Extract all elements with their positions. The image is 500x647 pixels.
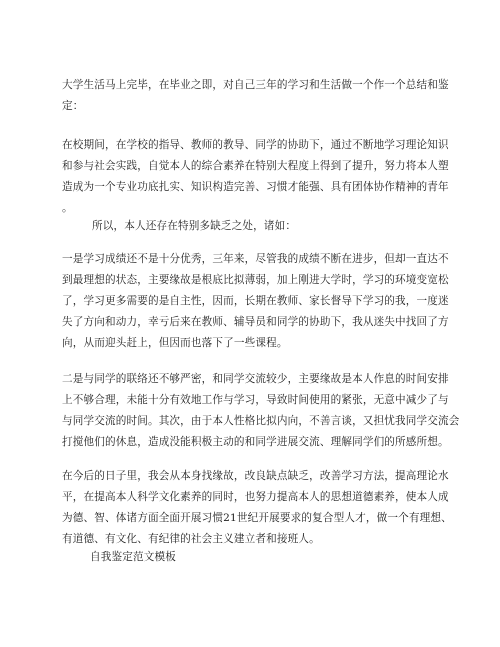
text-line: 与同学交流的时间。其次，由于本人性格比拟内向，不善言谈，又担忧我同学交流会 bbox=[62, 415, 460, 427]
text-line: 所以，本人还存在特别多缺乏之处，诸如： bbox=[92, 220, 297, 232]
text-line: 大学生活马上完毕，在毕业之即，对自己三年的学习和生活做一个作一个总结和鉴 bbox=[62, 79, 449, 91]
text-line: 和参与社会实践，自觉本人的综合素养在特别大程度上得到了提升，努力将本人塑 bbox=[62, 160, 449, 172]
text-line: 为德、智、体诸方面全面开展习惯21世纪开展要求的复合型人才，做一个有理想、 bbox=[62, 512, 452, 524]
text-line: 失了方向和动力，幸亏后来在教师、辅导员和同学的协助下，我从迷失中找回了方 bbox=[62, 316, 449, 328]
text-line: 向，从而迎头赶上，但因而也落下了一些课程。 bbox=[62, 337, 288, 349]
text-line: 造成为一个专业功底扎实、知识构造完善、习惯才能强、具有团体协作精神的青年 bbox=[62, 181, 449, 193]
text-line: 了，学习更多需要的是自主性，因而，长期在教师、家长督导下学习的我，一度迷 bbox=[62, 295, 449, 307]
intro-paragraph bbox=[62, 75, 449, 117]
point-one-paragraph bbox=[62, 249, 449, 354]
shortcomings-intro bbox=[92, 216, 470, 237]
text-line: 上不够合理，未能十分有效地工作与学习，导致时间使用的紧张，无意中减少了与 bbox=[62, 394, 449, 406]
text-line: 平，在提高本人科学文化素养的同时，也努力提高本人的思想道德素养，使本人成 bbox=[62, 491, 449, 503]
text-line: 定： bbox=[62, 100, 84, 112]
campus-life-paragraph bbox=[62, 135, 449, 219]
conclusion-paragraph bbox=[62, 466, 452, 550]
text-line: 打搅他们的休息，造成没能积极主动的和同学进展交流、理解同学们的所感所想。 bbox=[62, 436, 449, 448]
point-two-paragraph bbox=[62, 369, 460, 453]
template-title-footer bbox=[90, 547, 468, 568]
text-line: 自我鉴定范文模板 bbox=[90, 551, 176, 563]
text-line: 。 bbox=[62, 202, 73, 214]
text-line: 有道德、有文化、有纪律的社会主义建立者和接班人。 bbox=[62, 533, 320, 545]
text-line: 到最理想的状态，主要缘故是根底比拟薄弱，加上刚进大学时，学习的环境变宽松 bbox=[62, 274, 449, 286]
text-line: 在今后的日子里，我会从本身找缘故，改良缺点缺乏，改善学习方法，提高理论水 bbox=[62, 470, 449, 482]
text-line: 一是学习成绩还不是十分优秀，三年来，尽管我的成绩不断在进步，但却一直达不 bbox=[62, 253, 449, 265]
text-line: 二是与同学的联络还不够严密，和同学交流较少，主要缘故是本人作息的时间安排 bbox=[62, 373, 449, 385]
text-line: 在校期间，在学校的指导、教师的教导、同学的协助下，通过不断地学习理论知识 bbox=[62, 139, 449, 151]
